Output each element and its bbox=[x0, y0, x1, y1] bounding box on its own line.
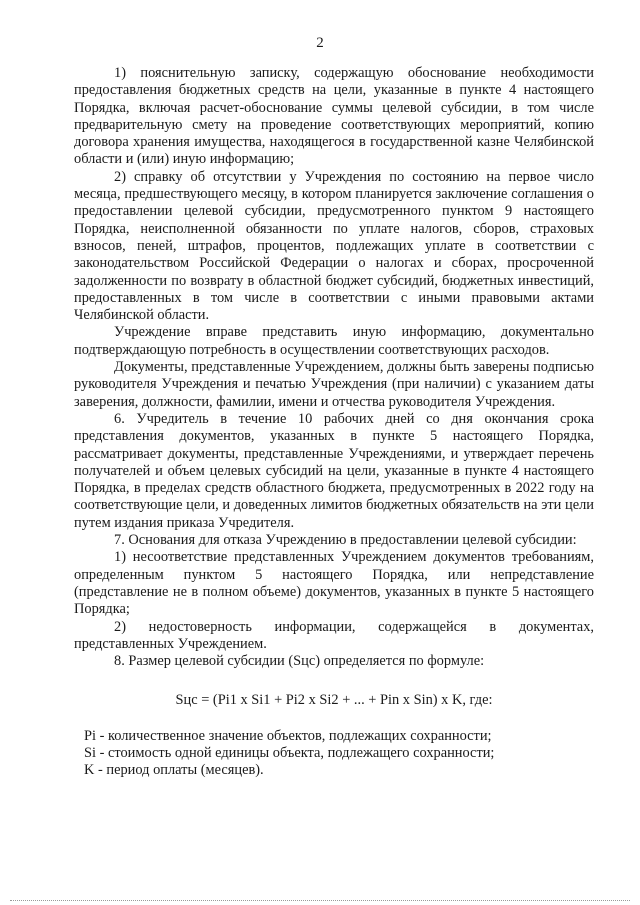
paragraph-item-1-explanatory-note: 1) пояснительную записку, содержащую обоснование необходимости предоставления бюджетных средств на цели, указанные в пункте 4 настоящего Порядка, включая расчет-обоснование суммы целевой субсидии, в том числе предварительную смету на проведение соответствующих мероприятий, копию договора хранения имущества, находящегося в государственной казне Челябинской области и (или) иную информацию; bbox=[74, 65, 594, 168]
paragraph-clause-7-item-1: 1) несоответствие представленных Учреждением документов требованиям, определенным пунктом 5 настоящего Порядка, или непредставление (представление не в полном объеме) документов, указанных в пункте 5 настоящего Порядка; bbox=[74, 549, 594, 618]
page-number: 2 bbox=[316, 35, 324, 51]
subsidy-formula: Sцс = (Pi1 x Si1 + Pi2 x Si2 + ... + Pin x Sin) x K, где: bbox=[175, 692, 493, 709]
formula-definitions bbox=[74, 728, 594, 780]
paragraph-additional-info: Учреждение вправе представить иную информацию, документально подтверждающую потребность в осуществлении соответствующих расходов. bbox=[74, 324, 594, 358]
paragraph-clause-8: 8. Размер целевой субсидии (Sцс) определяется по формуле: bbox=[114, 653, 485, 670]
paragraph-item-2-tax-certificate: 2) справку об отсутствии у Учреждения по состоянию на первое число месяца, предшествующего месяцу, в котором планируется заключение соглашения о предоставлении целевой субсидии, предусмотренного пунктом 9 настоящего Порядка, неисполненной обязанности по уплате налогов, сборов, страховых взносов, пеней, штрафов, процентов, подлежащих уплате в соответствии с законодательством Российской Федерации о налогах и сборах, просроченной задолженности по возврату в областной бюджет субсидий, бюджетных инвестиций, предоставленных в том числе в соответствии с иными правовыми актами Челябинской области. bbox=[74, 168, 594, 324]
paragraph-clause-7: 7. Основания для отказа Учреждению в предоставлении целевой субсидии: bbox=[114, 532, 577, 549]
paragraph-document-certification: Документы, представленные Учреждением, должны быть заверены подписью руководителя Учреждения и печатью Учреждения (при наличии) с указанием даты заверения, должности, фамилии, имени и отчества руководителя Учреждения. bbox=[74, 359, 594, 410]
paragraph-clause-6: 6. Учредитель в течение 10 рабочих дней со дня окончания срока представления документов, указанных в пункте 5 настоящего Порядка, рассматривает документы, представленные Учреждениями, и утверждает перечень получателей и объем целевых субсидий на цели, указанные в пункте 4 настоящего Порядка, в пределах средств областного бюджета, предусмотренных в 2022 году на соответствующие цели, и доведенных лимитов бюджетных обязательств на эти цели путем издания приказа Учредителя. bbox=[74, 410, 594, 531]
document-body bbox=[74, 65, 594, 780]
bottom-scan-line bbox=[10, 900, 630, 901]
paragraph-clause-7-item-2: 2) недостоверность информации, содержащейся в документах, представленных Учреждением. bbox=[74, 618, 594, 652]
definition-pi: Pi - количественное значение объектов, подлежащих сохранности; bbox=[84, 727, 492, 744]
definition-si: Si - стоимость одной единицы объекта, подлежащего сохранности; bbox=[84, 744, 495, 761]
definition-k: K - период оплаты (месяцев). bbox=[84, 762, 264, 779]
